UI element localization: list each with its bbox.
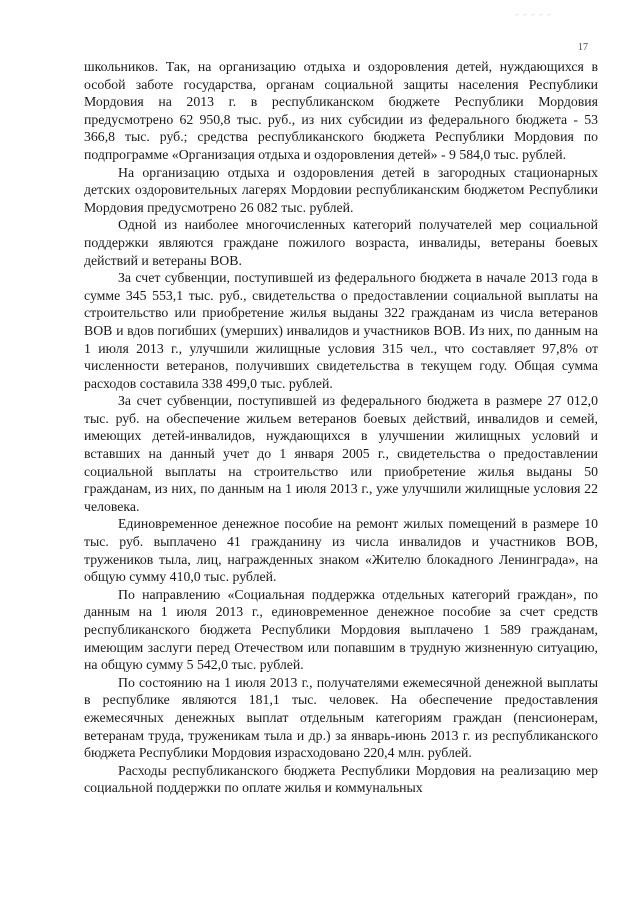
page-number: 17 bbox=[578, 42, 588, 53]
paragraph-camp-funding: На организацию отдыха и оздоровления детей в загородных стационарных детских оздоровительных лагерях Мордовии республиканским бюджетом Республики Мордовия предусмотрено 26 082 тыс. рублей. bbox=[84, 164, 598, 215]
paragraph-wwii-veterans-housing: За счет субвенции, поступившей из федерального бюджета в начале 2013 года в сумме 345 553,1 тыс. руб., свидетельства о предоставлении социальной выплаты на строительство или приобретение жилья выданы 322 гражданам из числа ветеранов ВОВ и вдов погибших (умерших) инвалидов и участников ВОВ. Из них, по данным на 1 июля 2013 г., улучшили жилищные условия 315 чел., что составляет 97,8% от численности ветеранов, получивших свидетельства в текущем году. Общая сумма расходов составила 338 499,0 тыс. рублей. bbox=[84, 270, 598, 391]
paragraph-social-support: По направлению «Социальная поддержка отдельных категорий граждан», по данным на 1 июля 2013 г., единовременное денежное пособие за счет средств республиканского бюджета Республики Мордовия выплачено 1 589 гражданам, имеющим заслуги перед Отечеством или попавшим в трудную жизненную ситуацию, на общую сумму 5 542,0 тыс. рублей. bbox=[84, 586, 598, 673]
scan-mark: . . . . . bbox=[516, 8, 552, 17]
paragraph-continuation: школьников. Так, на организацию отдыха и оздоровления детей, нуждающихся в особой заботе государства, органам социальной защиты населения Республики Мордовия на 2013 г. в республиканском бюджете Республики Мордовия предусмотрено 62 950,8 тыс. руб., из них субсидии из федерального бюджета - 53 366,8 тыс. руб.; средства республиканского бюджета Республики Мордовия по подпрограмме «Организация отдыха и оздоровления детей» - 9 584,0 тыс. рублей. bbox=[84, 59, 598, 162]
paragraph-combat-veterans-housing: За счет субвенции, поступившей из федерального бюджета в размере 27 012,0 тыс. руб. на обеспечение жильем ветеранов боевых действий, инвалидов и семей, имеющих детей-инвалидов, нуждающихся в улучшении жилищных условий и вставших на данный учет до 1 января 2005 г., свидетельства о предоставлении социальной выплаты на строительство или приобретение жилья выданы 50 гражданам, из них, по данным на 1 июля 2013 г., уже улучшили жилищные условия 22 человека. bbox=[84, 393, 598, 514]
paragraph-recipient-categories: Одной из наиболее многочисленных категорий получателей мер социальной поддержки являются граждане пожилого возраста, инвалиды, ветераны боевых действий и ветераны ВОВ. bbox=[84, 217, 598, 268]
paragraph-monthly-payments: По состоянию на 1 июля 2013 г., получателями ежемесячной денежной выплаты в республике являются 181,1 тыс. человек. На обеспечение предоставления ежемесячных денежных выплат отдельным категориям граждан (пенсионерам, ветеранам труда, труженикам тыла и др.) за январь-июнь 2013 г. из республиканского бюджета Республики Мордовия израсходовано 220,4 млн. рублей. bbox=[84, 674, 598, 761]
paragraph-repair-allowance: Единовременное денежное пособие на ремонт жилых помещений в размере 10 тыс. руб. выплачено 41 гражданину из числа инвалидов и участников ВОВ, тружеников тыла, лиц, награжденных знаком «Жителю блокадного Ленинграда», на общую сумму 410,0 тыс. рублей. bbox=[84, 516, 598, 585]
document-body bbox=[84, 58, 598, 797]
paragraph-housing-utilities: Расходы республиканского бюджета Республики Мордовия на реализацию мер социальной поддержки по оплате жилья и коммунальных bbox=[84, 762, 598, 796]
